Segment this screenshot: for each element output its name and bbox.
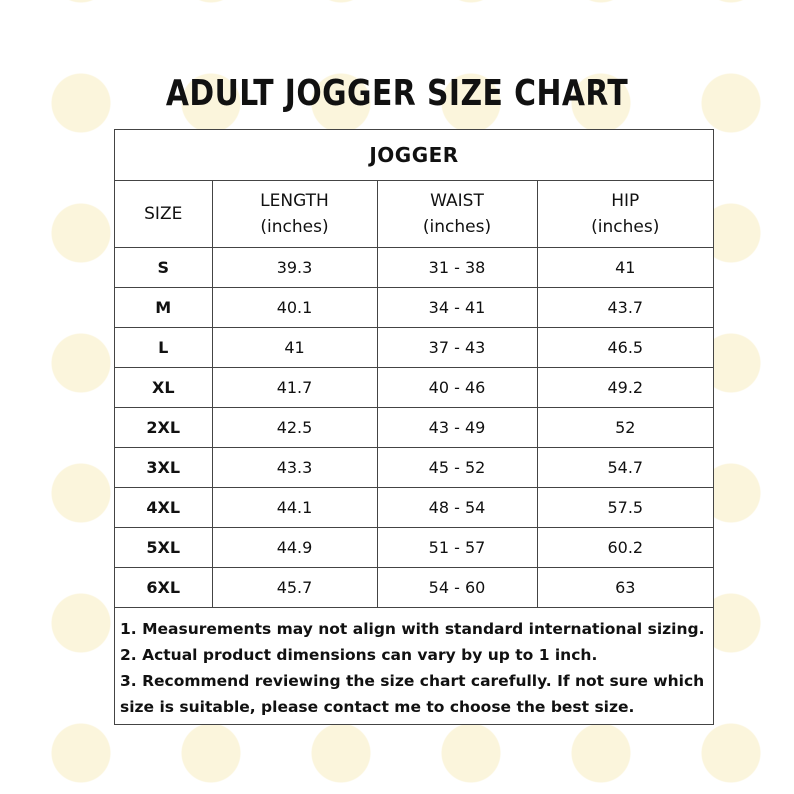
waist-cell: 43 - 49 [377,408,537,448]
size-cell: L [115,328,212,368]
table-row [115,328,713,368]
hip-cell: 46.5 [537,328,713,368]
waist-cell: 45 - 52 [377,448,537,488]
hip-cell: 52 [537,408,713,448]
waist-cell: 54 - 60 [377,568,537,608]
column-label: HIP [611,191,640,211]
table-caption: JOGGER [115,130,713,181]
size-cell: M [115,288,212,328]
length-cell: 42.5 [212,408,377,448]
table-row [115,568,713,608]
length-cell: 40.1 [212,288,377,328]
hip-cell: 43.7 [537,288,713,328]
size-table [115,130,713,608]
notes-section [115,608,713,720]
table-row [115,288,713,328]
hip-cell: 57.5 [537,488,713,528]
hip-cell: 49.2 [537,368,713,408]
column-label: WAIST [430,191,484,211]
hip-cell: 54.7 [537,448,713,488]
length-cell: 43.3 [212,448,377,488]
header-row [115,181,713,248]
column-unit: (inches) [260,217,329,237]
size-cell: XL [115,368,212,408]
note-item: 1. Measurements may not align with standard international sizing. [120,620,705,638]
size-chart-card [114,129,714,725]
length-cell: 44.9 [212,528,377,568]
size-cell: 6XL [115,568,212,608]
size-cell: 2XL [115,408,212,448]
page-title: ADULT JOGGER SIZE CHART [165,73,629,114]
table-row [115,448,713,488]
column-header-hip [537,181,713,248]
waist-cell: 31 - 38 [377,248,537,288]
note-item: 3. Recommend reviewing the size chart carefully. If not sure which size is suitable, please contact me to choose the best size. [120,672,705,716]
hip-cell: 60.2 [537,528,713,568]
size-cell: 3XL [115,448,212,488]
table-row [115,488,713,528]
length-cell: 41 [212,328,377,368]
hip-cell: 63 [537,568,713,608]
table-row [115,368,713,408]
column-unit: (inches) [422,217,492,237]
waist-cell: 40 - 46 [377,368,537,408]
size-cell: 4XL [115,488,212,528]
column-header-waist [377,181,537,248]
size-cell: S [115,248,212,288]
length-cell: 39.3 [212,248,377,288]
note-item: 2. Actual product dimensions can vary by up to 1 inch. [120,646,598,664]
waist-cell: 51 - 57 [377,528,537,568]
table-row [115,528,713,568]
waist-cell: 37 - 43 [377,328,537,368]
length-cell: 41.7 [212,368,377,408]
column-header-size [115,181,212,248]
waist-cell: 48 - 54 [377,488,537,528]
column-unit: (inches) [591,217,660,237]
table-row [115,248,713,288]
hip-cell: 41 [537,248,713,288]
size-cell: 5XL [115,528,212,568]
table-row [115,408,713,448]
column-header-length [212,181,377,248]
column-label: LENGTH [260,191,329,211]
waist-cell: 34 - 41 [377,288,537,328]
column-label: SIZE [144,204,183,224]
length-cell: 44.1 [212,488,377,528]
length-cell: 45.7 [212,568,377,608]
